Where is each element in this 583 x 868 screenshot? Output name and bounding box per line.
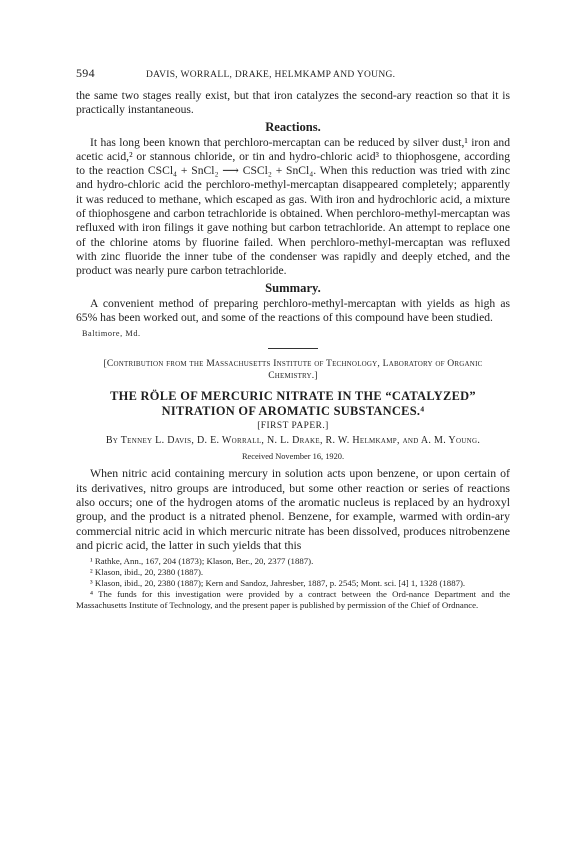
article-authors: By Tenney L. Davis, D. E. Worrall, N. L. Drake, R. W. Helmkamp, and A. M. Young. [105,435,481,447]
reactions-paragraph: It has long been known that perchloro-mercaptan can be reduced by silver dust,¹ iron and acetic acid,² or stannous chloride, or tin and hydro-chloric acid³ to thiophosgene, according to the reaction CSCl₄ + SnCl₂ ⟶ CSCl₂ + SnCl₄. When this reduction was tried with zinc and hydro-chloric acid the perchloro-methyl-mercaptan disappeared completely; apparently it was reduced to methane, which escaped as gas. With iron and hydrochloric acid, a mixture of thiophosgene and carbon tetrachloride is obtained. When perchloro-methyl-mercaptan was refluxed with iron filings it gave nothing but carbon tetrachloride. An attempt to replace one of the chlorine atoms by fluorine failed. When perchloro-methyl-mercaptan was refluxed with zinc fluoride the inner tube of the condenser was rapidly and deeply etched, and the product was nearly pure carbon tetrachloride. [76,135,510,278]
article-subtitle: [FIRST PAPER.] [257,421,329,432]
article-title: THE RÖLE OF MERCURIC NITRATE IN THE “CATALYZED” NITRATION OF AROMATIC SUBSTANCES.⁴ [110,389,476,418]
summary-place: Baltimore, Md. [82,329,141,339]
article-paragraph: When nitric acid containing mercury in solution acts upon benzene, or upon certain of its derivatives, nitro groups are introduced, but some other reaction or series of reactions also occurs; one of the hydrogen atoms of the aromatic nucleus is replaced by an hydroxyl group, and the product is a nitrated phenol. Benzene, for example, warmed with ordin-ary commercial nitric acid in which mercuric nitrate has been dissolved, produces nitrobenzene and picric acid, the latter in such yields that this [76,466,510,553]
summary-heading: Summary. [265,280,321,295]
reactions-heading: Reactions. [265,119,321,134]
page-number: 594 [76,66,95,80]
contribution-line: [Contribution from the Massachusetts Institute of Technology, Laboratory of Organic Chemistry.] [103,358,483,382]
footnote-3: ³ Klason, ibid., 20, 2380 (1887); Kern and Sandoz, Jahresber, 1887, p. 2545; Mont. sci. [4] 1, 1328 (1887). [90,578,466,588]
running-head: DAVIS, WORRALL, DRAKE, HELMKAMP AND YOUNG. [146,70,396,80]
footnote-2: ² Klason, ibid., 20, 2380 (1887). [90,566,204,577]
received-date: Received November 16, 1920. [241,452,345,462]
footnote-1: ¹ Rathke, Ann., 167, 204 (1873); Klason, Ber., 20, 2377 (1887). [90,555,314,566]
footnotes [76,556,510,612]
running-header [76,66,510,81]
footnote-4: ⁴ The funds for this investigation were provided by a contract between the Ord-nance Department and the Massachusetts Institute of Technology, and the present paper is published by permission of the Chief of Ordnance. [76,589,510,611]
section-divider [268,348,318,349]
journal-page [76,66,510,612]
summary-paragraph: A convenient method of preparing perchloro-methyl-mercaptan with yields as high as 65% has been worked out, and some of the reactions of this compound have been studied. [76,296,510,324]
intro-paragraph: the same two stages really exist, but that iron catalyzes the second-ary reaction so that it is practically instantaneous. [76,89,510,117]
